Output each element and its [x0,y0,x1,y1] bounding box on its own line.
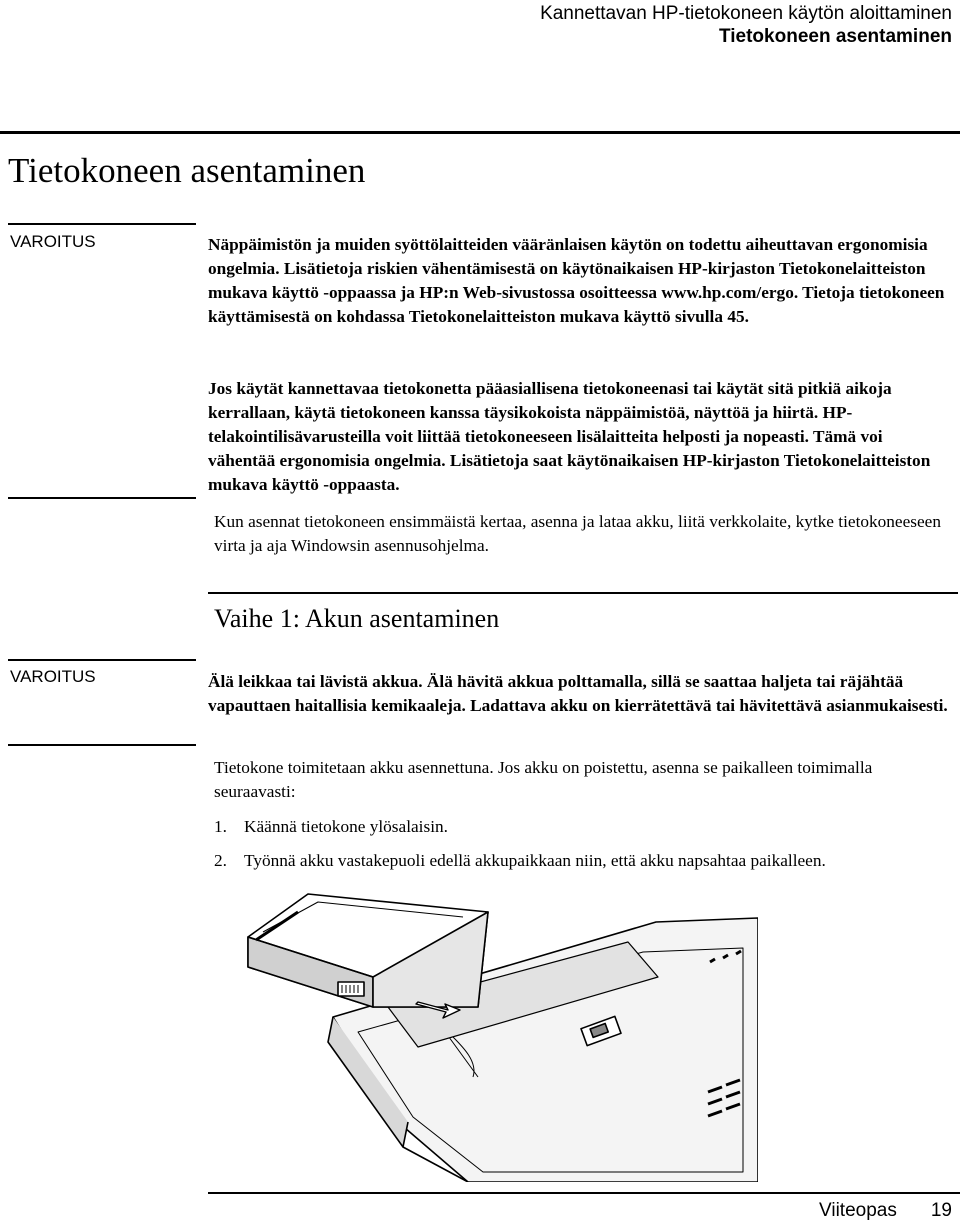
intro-paragraph: Kun asennat tietokoneen ensimmäistä kertaa, asenna ja lataa akku, liitä verkkolaite, kytke tietokoneeseen virta ja aja Windowsin asennusohjelma. [214,512,941,555]
page-number: 19 [930,1200,952,1221]
section-rule [208,592,958,594]
warning-label: VAROITUS [10,232,96,251]
warning-bottom-rule [8,497,196,499]
list-item [214,849,826,873]
step-text: Käännä tietokone ylösalaisin. [244,817,448,836]
title-rule [0,131,960,134]
warning-label: VAROITUS [10,667,96,686]
footer-rule [208,1192,960,1194]
page-footer [819,1200,952,1222]
body-paragraph: Tietokone toimitetaan akku asennettuna. Jos akku on poistettu, asenna se paikalleen toimimalla seuraavasti: [214,758,873,801]
footer-label: Viiteopas [819,1200,897,1221]
header-section: Tietokoneen asentaminen [719,26,952,47]
step-number: 2. [214,851,227,870]
warning-text: Jos käytät kannettavaa tietokonetta pääasiallisena tietokoneenasi tai käytät sitä pitkiä aikoja kerrallaan, käytä tietokoneen kanssa täysikokoista näppäimistöä, näyttöä ja hiirtä. HP-telakointilisävarusteilla voit liittää tietokoneeseen lisälaitteita helposti ja nopeasti. Tämä voi vähentää ergonomisia ongelmia. Lisätietoja saat käytönaikaisen HP-kirjaston Tietokonelaitteiston mukava käyttö -oppaasta. [208,379,931,494]
section-title: Vaihe 1: Akun asentaminen [214,604,500,633]
warning-text: Näppäimistön ja muiden syöttölaitteiden vääränlaisen käytön on todettu aiheuttavan ergonomisia ongelmia. Lisätietoja riskien vähentämisestä on käytönaikaisen HP-kirjaston Tietokonelaitteiston mukava käyttö -oppaassa ja HP:n Web-sivustossa osoitteessa www.hp.com/ergo. Tietoja tietokoneen käyttämisestä on kohdassa Tietokonelaitteiston mukava käyttö sivulla 45. [208,235,945,326]
warning-top-rule [8,659,196,661]
warning-text: Älä leikkaa tai lävistä akkua. Älä hävitä akkua polttamalla, sillä se saattaa haljeta tai räjähtää vapauttaen haitallisia kemikaaleja. Ladattava akku on kierrätettävä tai hävitettävä asianmukaisesti. [208,672,948,715]
page-title: Tietokoneen asentaminen [8,151,366,190]
list-item [214,815,448,839]
warning-bottom-rule [8,744,196,746]
header-chapter: Kannettavan HP-tietokoneen käytön aloittaminen [540,3,952,24]
battery-installation-illustration [238,882,758,1182]
running-header [540,2,952,48]
step-number: 1. [214,817,227,836]
step-text: Työnnä akku vastakepuoli edellä akkupaikkaan niin, että akku napsahtaa paikalleen. [244,851,826,870]
warning-top-rule [8,223,196,225]
